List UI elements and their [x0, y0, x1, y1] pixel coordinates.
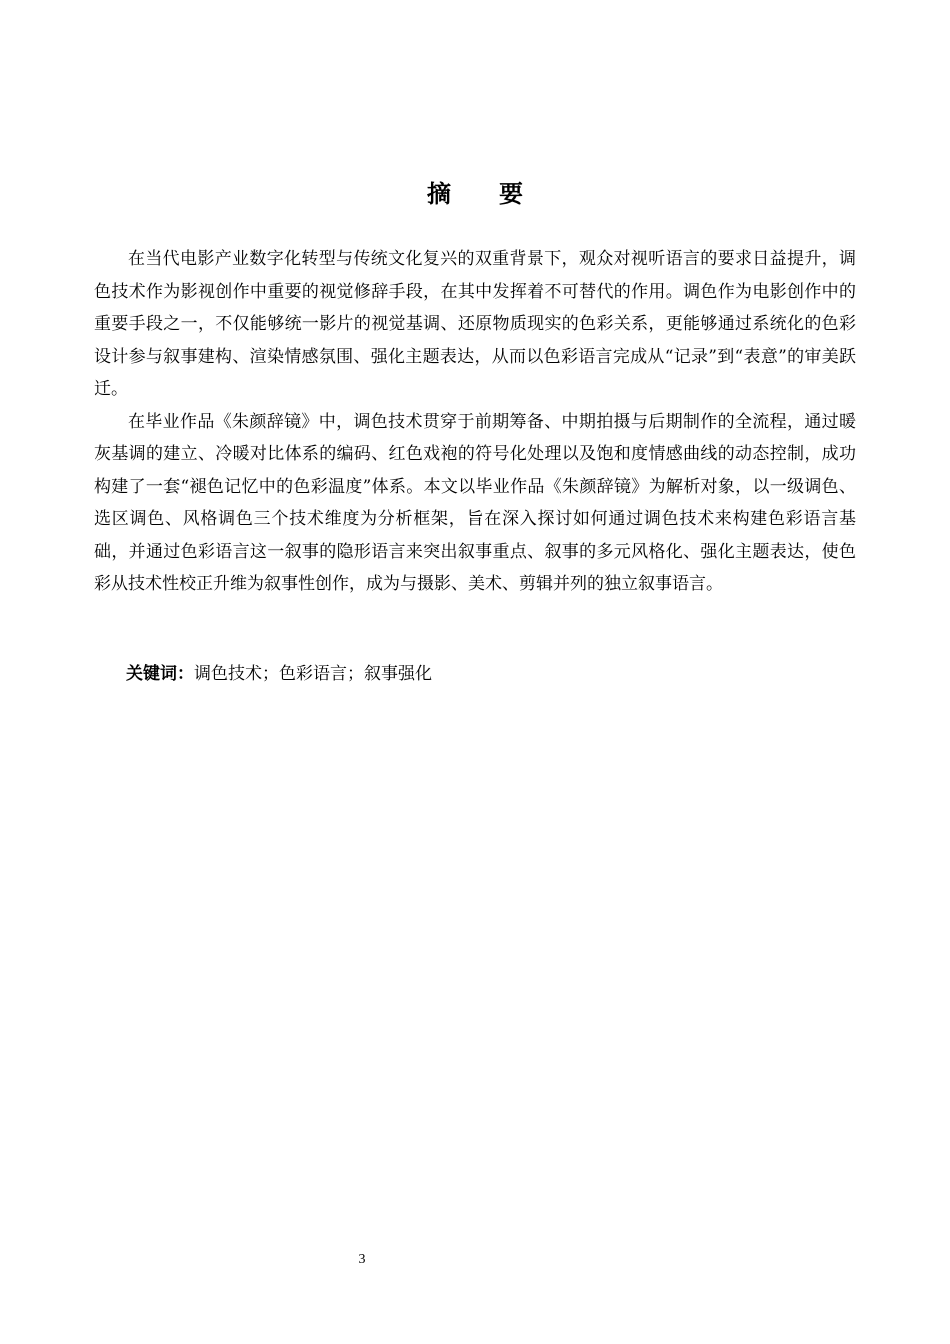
abstract-paragraph-1: 在当代电影产业数字化转型与传统文化复兴的双重背景下，观众对视听语言的要求日益提升，调色技术作为影视创作中重要的视觉修辞手段，在其中发挥着不可替代的作用。调色作为电影创作中的重要手段之一，不仅能够统一影片的视觉基调、还原物质现实的色彩关系，更能够通过系统化的色彩设计参与叙事建构、渲染情感氛围、强化主题表达，从而以色彩语言完成从“记录”到“表意”的审美跃迁。	[94, 249, 856, 399]
page-number: 3	[358, 1252, 366, 1267]
abstract-title	[0, 176, 950, 212]
abstract-body	[94, 243, 856, 601]
abstract-title-char-2: 要	[499, 180, 523, 208]
keywords-label: 关键词：	[126, 664, 194, 684]
abstract-title-char-1: 摘	[427, 180, 451, 208]
keywords-value: 调色技术；色彩语言；叙事强化	[194, 664, 432, 684]
abstract-paragraph-2: 在毕业作品《朱颜辞镜》中，调色技术贯穿于前期筹备、中期拍摄与后期制作的全流程，通过暖灰基调的建立、冷暖对比体系的编码、红色戏袍的符号化处理以及饱和度情感曲线的动态控制，成功构建了一套“褪色记忆中的色彩温度”体系。本文以毕业作品《朱颜辞镜》为解析对象，以一级调色、选区调色、风格调色三个技术维度为分析框架，旨在深入探讨如何通过调色技术来构建色彩语言基础，并通过色彩语言这一叙事的隐形语言来突出叙事重点、叙事的多元风格化、强化主题表达，使色彩从技术性校正升维为叙事性创作，成为与摄影、美术、剪辑并列的独立叙事语言。	[94, 411, 856, 594]
keywords-line	[126, 658, 432, 690]
